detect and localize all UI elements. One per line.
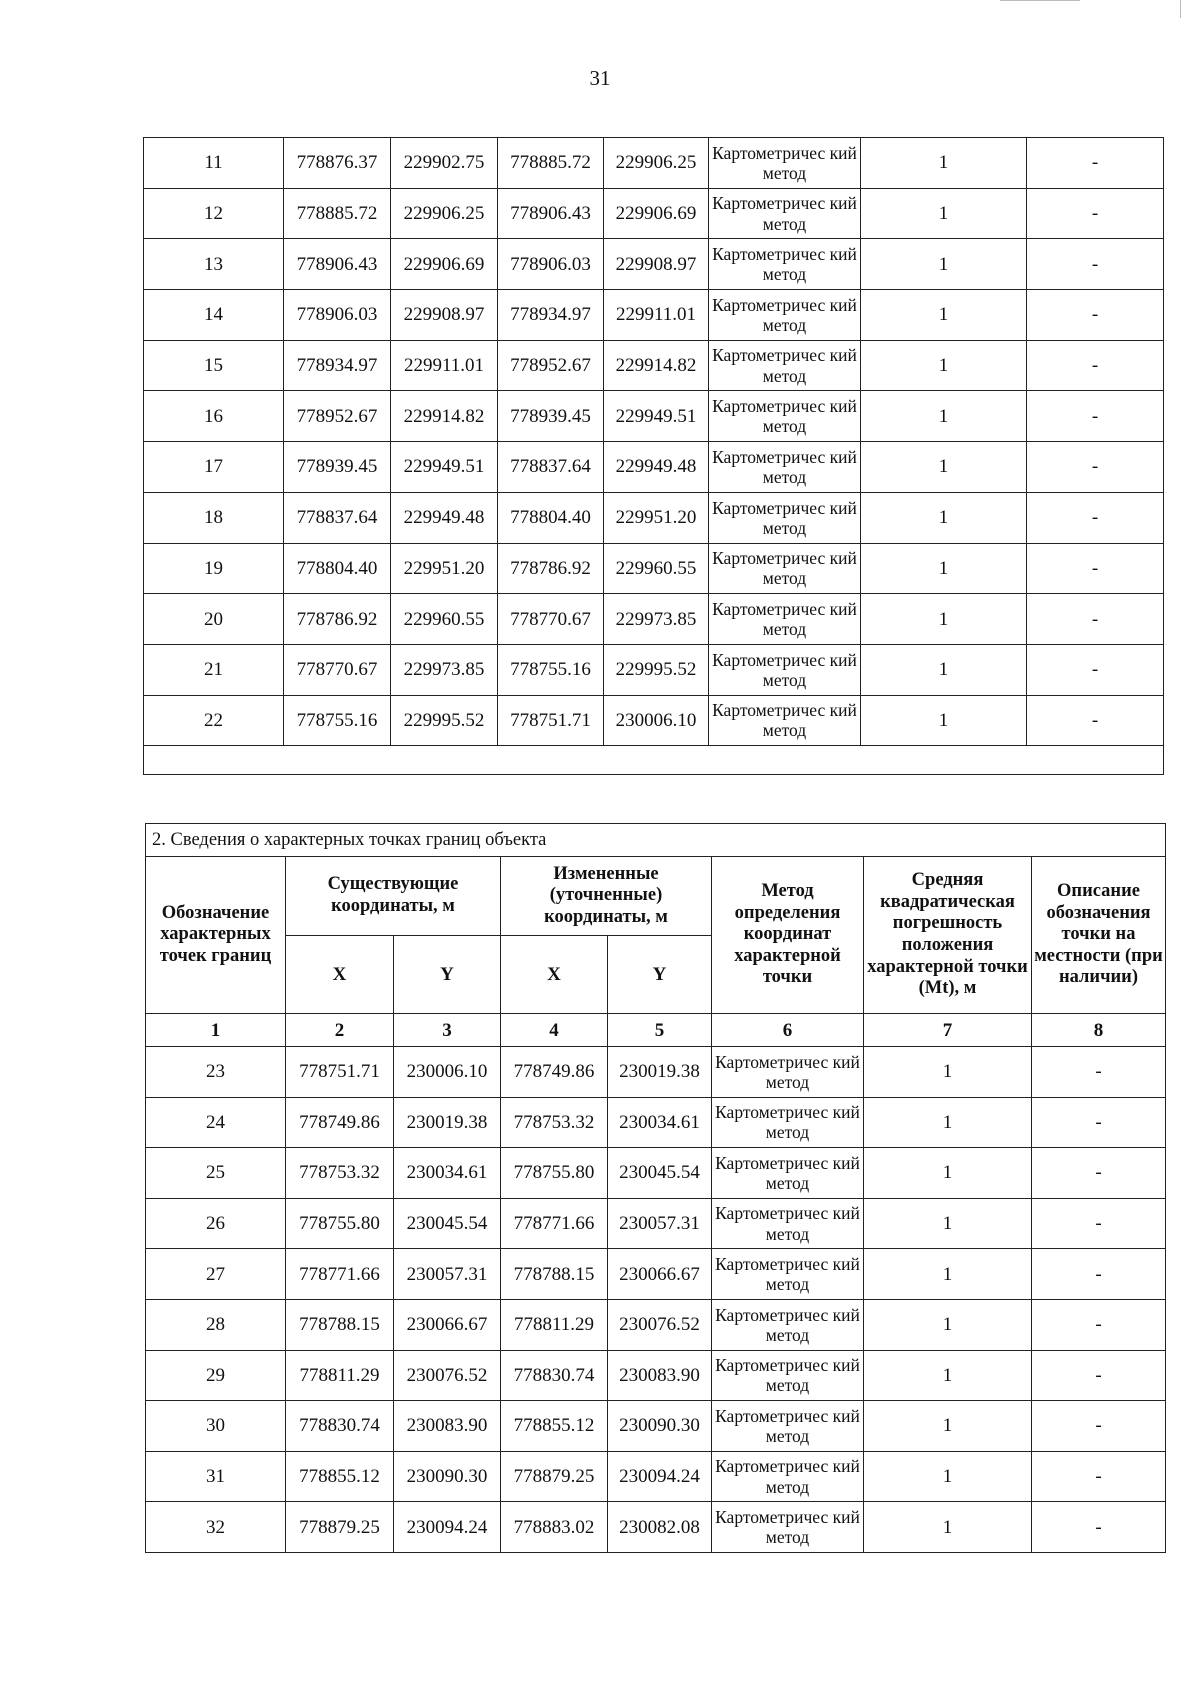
changed-y-cell: 229949.48 [604, 442, 709, 493]
mean-square-error-cell: 1 [864, 1350, 1032, 1401]
point-description-cell: - [1032, 1401, 1166, 1452]
existing-y-cell: 229949.48 [391, 492, 498, 543]
point-description-cell: - [1027, 138, 1164, 189]
table-row [144, 695, 1164, 746]
table-row [144, 543, 1164, 594]
mean-square-error-cell: 1 [864, 1451, 1032, 1502]
existing-y-cell: 229960.55 [391, 594, 498, 645]
method-cell: Картометричес кий метод [709, 492, 861, 543]
table-row [146, 1502, 1166, 1553]
changed-y-cell: 229995.52 [604, 644, 709, 695]
changed-x-cell: 778771.66 [501, 1198, 608, 1249]
mean-square-error-cell: 1 [861, 391, 1027, 442]
existing-x-cell: 778952.67 [284, 391, 391, 442]
point-number-cell: 30 [146, 1401, 286, 1452]
changed-y-cell: 230083.90 [608, 1350, 712, 1401]
method-cell: Картометричес кий метод [712, 1148, 864, 1199]
method-cell: Картометричес кий метод [709, 138, 861, 189]
point-number-cell: 24 [146, 1097, 286, 1148]
existing-x-cell: 778855.12 [286, 1451, 394, 1502]
point-number-cell: 15 [144, 340, 284, 391]
point-description-cell: - [1032, 1299, 1166, 1350]
method-cell: Картометричес кий метод [712, 1502, 864, 1553]
point-description-cell: - [1032, 1148, 1166, 1199]
method-cell: Картометричес кий метод [712, 1401, 864, 1452]
changed-x-cell: 778751.71 [498, 695, 604, 746]
changed-x-cell: 778952.67 [498, 340, 604, 391]
existing-x-cell: 778939.45 [284, 442, 391, 493]
column-number: 7 [864, 1014, 1032, 1047]
changed-x-cell: 778855.12 [501, 1401, 608, 1452]
table-row [146, 1249, 1166, 1300]
existing-x-cell: 778876.37 [284, 138, 391, 189]
header-y-existing: Y [394, 936, 501, 1014]
coordinates-table-continued [143, 137, 1164, 775]
method-cell: Картометричес кий метод [712, 1350, 864, 1401]
changed-y-cell: 229973.85 [604, 594, 709, 645]
mean-square-error-cell: 1 [864, 1198, 1032, 1249]
existing-x-cell: 778788.15 [286, 1299, 394, 1350]
changed-x-cell: 778755.16 [498, 644, 604, 695]
mean-square-error-cell: 1 [861, 492, 1027, 543]
changed-x-cell: 778906.43 [498, 188, 604, 239]
point-number-cell: 20 [144, 594, 284, 645]
method-cell: Картометричес кий метод [709, 239, 861, 290]
existing-y-cell: 230090.30 [394, 1451, 501, 1502]
existing-y-cell: 229906.25 [391, 188, 498, 239]
existing-x-cell: 778811.29 [286, 1350, 394, 1401]
changed-x-cell: 778753.32 [501, 1097, 608, 1148]
changed-x-cell: 778749.86 [501, 1047, 608, 1098]
point-number-cell: 17 [144, 442, 284, 493]
method-cell: Картометричес кий метод [709, 543, 861, 594]
changed-y-cell: 229906.69 [604, 188, 709, 239]
changed-x-cell: 778934.97 [498, 290, 604, 341]
mean-square-error-cell: 1 [864, 1401, 1032, 1452]
point-description-cell: - [1027, 340, 1164, 391]
existing-y-cell: 230019.38 [394, 1097, 501, 1148]
mean-square-error-cell: 1 [864, 1502, 1032, 1553]
changed-x-cell: 778885.72 [498, 138, 604, 189]
column-number: 4 [501, 1014, 608, 1047]
point-description-cell: - [1027, 239, 1164, 290]
method-cell: Картометричес кий метод [709, 188, 861, 239]
point-number-cell: 27 [146, 1249, 286, 1300]
existing-y-cell: 230066.67 [394, 1299, 501, 1350]
changed-y-cell: 230006.10 [604, 695, 709, 746]
mean-square-error-cell: 1 [864, 1299, 1032, 1350]
point-description-cell: - [1027, 492, 1164, 543]
existing-y-cell: 230076.52 [394, 1350, 501, 1401]
point-number-cell: 21 [144, 644, 284, 695]
point-number-cell: 11 [144, 138, 284, 189]
header-y-changed: Y [608, 936, 712, 1014]
method-cell: Картометричес кий метод [709, 644, 861, 695]
header-method: Метод определения координат характерной точки [712, 857, 864, 1014]
boundary-points-table [145, 823, 1166, 1553]
mean-square-error-cell: 1 [861, 188, 1027, 239]
point-description-cell: - [1027, 695, 1164, 746]
point-number-cell: 13 [144, 239, 284, 290]
changed-x-cell: 778770.67 [498, 594, 604, 645]
point-description-cell: - [1032, 1350, 1166, 1401]
column-number: 6 [712, 1014, 864, 1047]
table-row [144, 492, 1164, 543]
method-cell: Картометричес кий метод [712, 1097, 864, 1148]
existing-y-cell: 229914.82 [391, 391, 498, 442]
method-cell: Картометричес кий метод [709, 442, 861, 493]
mean-square-error-cell: 1 [864, 1047, 1032, 1098]
mean-square-error-cell: 1 [861, 340, 1027, 391]
existing-x-cell: 778771.66 [286, 1249, 394, 1300]
changed-x-cell: 778811.29 [501, 1299, 608, 1350]
method-cell: Картометричес кий метод [712, 1198, 864, 1249]
existing-y-cell: 229973.85 [391, 644, 498, 695]
existing-y-cell: 230083.90 [394, 1401, 501, 1452]
header-changed-coordinates: Измененные (уточненные) координаты, м [501, 857, 712, 936]
point-description-cell: - [1032, 1451, 1166, 1502]
changed-y-cell: 229960.55 [604, 543, 709, 594]
method-cell: Картометричес кий метод [709, 290, 861, 341]
column-number: 8 [1032, 1014, 1166, 1047]
empty-row [144, 746, 1164, 775]
header-mean-square-error: Средняя квадратическая погрешность положения характерной точки (Mt), м [864, 857, 1032, 1014]
mean-square-error-cell: 1 [861, 543, 1027, 594]
mean-square-error-cell: 1 [861, 695, 1027, 746]
existing-y-cell: 230094.24 [394, 1502, 501, 1553]
existing-x-cell: 778770.67 [284, 644, 391, 695]
point-number-cell: 19 [144, 543, 284, 594]
column-number: 1 [146, 1014, 286, 1047]
mean-square-error-cell: 1 [861, 442, 1027, 493]
existing-y-cell: 229995.52 [391, 695, 498, 746]
point-number-cell: 12 [144, 188, 284, 239]
point-number-cell: 32 [146, 1502, 286, 1553]
existing-x-cell: 778885.72 [284, 188, 391, 239]
existing-x-cell: 778753.32 [286, 1148, 394, 1199]
existing-y-cell: 230057.31 [394, 1249, 501, 1300]
empty-cell [144, 746, 1164, 775]
changed-y-cell: 229906.25 [604, 138, 709, 189]
mean-square-error-cell: 1 [861, 644, 1027, 695]
table-title: 2. Сведения о характерных точках границ объекта [146, 824, 1166, 857]
header-x-changed: X [501, 936, 608, 1014]
changed-y-cell: 229914.82 [604, 340, 709, 391]
point-description-cell: - [1027, 543, 1164, 594]
table-row [146, 1299, 1166, 1350]
page-number: 31 [589, 66, 611, 90]
method-cell: Картометричес кий метод [712, 1299, 864, 1350]
method-cell: Картометричес кий метод [712, 1047, 864, 1098]
table-row [146, 1451, 1166, 1502]
changed-x-cell: 778786.92 [498, 543, 604, 594]
changed-y-cell: 230057.31 [608, 1198, 712, 1249]
header-point-description: Описание обозначения точки на местности (при наличии) [1032, 857, 1166, 1014]
existing-y-cell: 230045.54 [394, 1198, 501, 1249]
existing-x-cell: 778786.92 [284, 594, 391, 645]
scan-edge-mark [1180, 0, 1181, 18]
point-number-cell: 23 [146, 1047, 286, 1098]
mean-square-error-cell: 1 [861, 239, 1027, 290]
changed-x-cell: 778906.03 [498, 239, 604, 290]
table-row [146, 1198, 1166, 1249]
point-description-cell: - [1027, 290, 1164, 341]
existing-y-cell: 230034.61 [394, 1148, 501, 1199]
table-row [144, 138, 1164, 189]
point-description-cell: - [1032, 1047, 1166, 1098]
table-row [146, 1047, 1166, 1098]
changed-x-cell: 778830.74 [501, 1350, 608, 1401]
changed-x-cell: 778755.80 [501, 1148, 608, 1199]
point-number-cell: 29 [146, 1350, 286, 1401]
changed-y-cell: 230094.24 [608, 1451, 712, 1502]
changed-y-cell: 229951.20 [604, 492, 709, 543]
existing-y-cell: 229949.51 [391, 442, 498, 493]
point-number-cell: 18 [144, 492, 284, 543]
table-row [144, 239, 1164, 290]
point-number-cell: 26 [146, 1198, 286, 1249]
method-cell: Картометричес кий метод [712, 1249, 864, 1300]
existing-x-cell: 778906.43 [284, 239, 391, 290]
existing-y-cell: 229902.75 [391, 138, 498, 189]
point-number-cell: 14 [144, 290, 284, 341]
table-row [144, 442, 1164, 493]
header-x-existing: X [286, 936, 394, 1014]
changed-x-cell: 778788.15 [501, 1249, 608, 1300]
point-description-cell: - [1032, 1097, 1166, 1148]
changed-x-cell: 778879.25 [501, 1451, 608, 1502]
existing-x-cell: 778755.80 [286, 1198, 394, 1249]
table-row [144, 340, 1164, 391]
existing-x-cell: 778906.03 [284, 290, 391, 341]
point-description-cell: - [1032, 1502, 1166, 1553]
table-row [144, 188, 1164, 239]
table-row [144, 594, 1164, 645]
table-row [146, 1350, 1166, 1401]
table-row [144, 391, 1164, 442]
changed-y-cell: 229911.01 [604, 290, 709, 341]
existing-x-cell: 778837.64 [284, 492, 391, 543]
existing-y-cell: 230006.10 [394, 1047, 501, 1098]
existing-x-cell: 778755.16 [284, 695, 391, 746]
method-cell: Картометричес кий метод [712, 1451, 864, 1502]
column-number: 3 [394, 1014, 501, 1047]
changed-y-cell: 229908.97 [604, 239, 709, 290]
method-cell: Картометричес кий метод [709, 340, 861, 391]
changed-x-cell: 778837.64 [498, 442, 604, 493]
changed-y-cell: 230045.54 [608, 1148, 712, 1199]
point-description-cell: - [1027, 594, 1164, 645]
existing-y-cell: 229951.20 [391, 543, 498, 594]
method-cell: Картометричес кий метод [709, 391, 861, 442]
method-cell: Картометричес кий метод [709, 594, 861, 645]
point-description-cell: - [1027, 644, 1164, 695]
point-number-cell: 25 [146, 1148, 286, 1199]
method-cell: Картометричес кий метод [709, 695, 861, 746]
changed-x-cell: 778939.45 [498, 391, 604, 442]
changed-y-cell: 230066.67 [608, 1249, 712, 1300]
column-number: 5 [608, 1014, 712, 1047]
point-description-cell: - [1027, 442, 1164, 493]
existing-x-cell: 778830.74 [286, 1401, 394, 1452]
table-row [146, 1097, 1166, 1148]
changed-x-cell: 778883.02 [501, 1502, 608, 1553]
header-designation: Обозначение характерных точек границ [146, 857, 286, 1014]
column-number: 2 [286, 1014, 394, 1047]
point-number-cell: 16 [144, 391, 284, 442]
mean-square-error-cell: 1 [864, 1148, 1032, 1199]
point-description-cell: - [1032, 1198, 1166, 1249]
existing-y-cell: 229906.69 [391, 239, 498, 290]
changed-x-cell: 778804.40 [498, 492, 604, 543]
existing-x-cell: 778804.40 [284, 543, 391, 594]
existing-x-cell: 778751.71 [286, 1047, 394, 1098]
table-row [144, 644, 1164, 695]
changed-y-cell: 230076.52 [608, 1299, 712, 1350]
scan-edge-mark [1000, 0, 1080, 1]
changed-y-cell: 230090.30 [608, 1401, 712, 1452]
header-existing-coordinates: Существующие координаты, м [286, 857, 501, 936]
point-description-cell: - [1027, 391, 1164, 442]
point-description-cell: - [1032, 1249, 1166, 1300]
point-number-cell: 28 [146, 1299, 286, 1350]
point-number-cell: 22 [144, 695, 284, 746]
existing-x-cell: 778749.86 [286, 1097, 394, 1148]
mean-square-error-cell: 1 [861, 594, 1027, 645]
mean-square-error-cell: 1 [861, 290, 1027, 341]
existing-x-cell: 778879.25 [286, 1502, 394, 1553]
table-row [146, 1401, 1166, 1452]
changed-y-cell: 230034.61 [608, 1097, 712, 1148]
existing-y-cell: 229911.01 [391, 340, 498, 391]
existing-x-cell: 778934.97 [284, 340, 391, 391]
mean-square-error-cell: 1 [861, 138, 1027, 189]
mean-square-error-cell: 1 [864, 1097, 1032, 1148]
point-number-cell: 31 [146, 1451, 286, 1502]
table-row [144, 290, 1164, 341]
table-row [146, 1148, 1166, 1199]
changed-y-cell: 230082.08 [608, 1502, 712, 1553]
mean-square-error-cell: 1 [864, 1249, 1032, 1300]
changed-y-cell: 230019.38 [608, 1047, 712, 1098]
existing-y-cell: 229908.97 [391, 290, 498, 341]
changed-y-cell: 229949.51 [604, 391, 709, 442]
point-description-cell: - [1027, 188, 1164, 239]
